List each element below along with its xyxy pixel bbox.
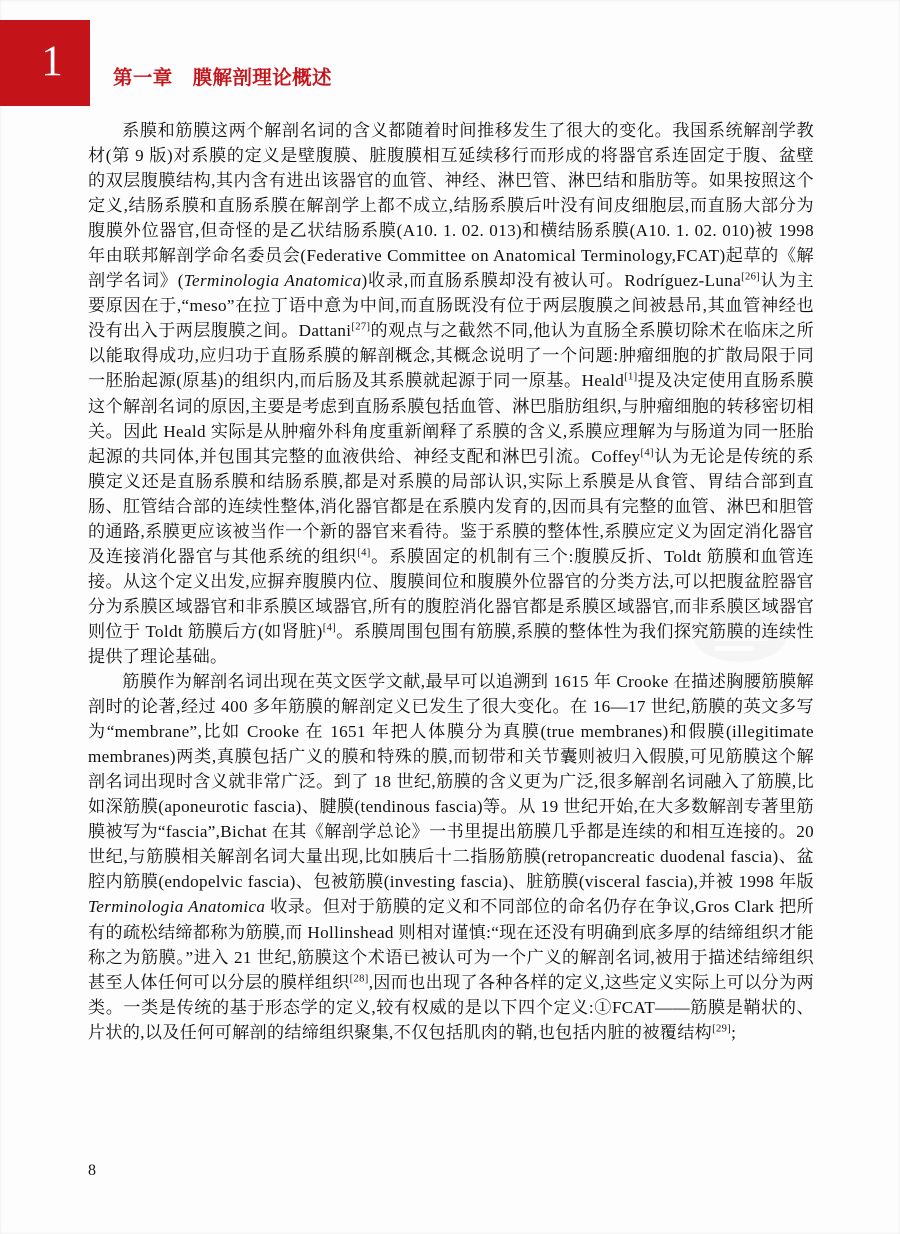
reference-marker: [29] — [712, 1023, 732, 1034]
chapter-number: 1 — [41, 37, 63, 85]
chapter-running-head — [0, 20, 900, 106]
chapter-number-badge — [0, 20, 90, 106]
page-number: 8 — [88, 1162, 96, 1179]
reference-marker: [28] — [349, 972, 369, 984]
latin-term: Terminologia Anatomica — [88, 897, 266, 917]
paragraph: 筋膜作为解剖名词出现在英文医学文献,最早可以追溯到 1615 年 Crooke 在描述胸腰筋膜解剖时的论著,经过 400 多年筋膜的解剖定义已发生了很大变化。在 16—17 世纪,筋膜的英文多写为“membrane”,比如 Crooke 在 1651 年把人体膜分为真膜(true membranes)和假膜(illegitimate membranes)两类,真膜包括广义的膜和特殊的膜,而韧带和关节囊则被归入假膜,可见筋膜这个解剖名词出现时含义就非常广泛。到了 18 世纪,筋膜的含义更为广泛,很多解剖名词融入了筋膜,比如深筋膜(aponeurotic fascia)、腱膜(tendinous fascia)等。从 19 世纪开始,在大多数解剖专著里筋膜被写为“fascia”,Bichat 在其《解剖学总论》一书里提出筋膜几乎都是连续的和相互连接的。20 世纪,与筋膜相关解剖名词大量出现,比如胰后十二指肠筋膜(retropancreatic duodenal fascia)、盆腔内筋膜(endopelvic fascia)、包被筋膜(investing fascia)、脏筋膜(visceral fascia),并被 1998 年版 Terminologia Anatomica 收录。但对于筋膜的定义和不同部位的命名仍存在争议,Gros Clark 把所有的疏松结缔都称为筋膜,而 Hollinshead 则相对谨慎:“现在还没有明确到底多厚的结缔组织才能称之为筋膜。”进入 21 世纪,筋膜这个术语已被认可为一个广义的解剖名词,被用于描述结缔组织甚至人体任何可以分层的膜样组织[28],因而也出现了各种各样的定义,这些定义实际上可以分为两类。一类是传统的基于形态学的定义,较有权威的是以下四个定义:①FCAT——筋膜是鞘状的、片状的,以及任何可解剖的结缔组织聚集,不仅包括肌肉的鞘,也包括内脏的被覆结构[29]; — [88, 672, 814, 1042]
reference-marker: [4] — [357, 547, 371, 559]
reference-marker: [26] — [741, 271, 761, 283]
body-text-column — [88, 118, 814, 1045]
reference-marker: [4] — [322, 622, 337, 634]
chapter-title: 第一章 膜解剖理论概述 — [113, 66, 332, 89]
reference-marker: [27] — [351, 321, 371, 333]
reference-marker: [1] — [624, 371, 638, 383]
latin-term: Terminologia Anatomica — [183, 271, 362, 291]
paragraph: 系膜和筋膜这两个解剖名词的含义都随着时间推移发生了很大的变化。我国系统解剖学教材(第 9 版)对系膜的定义是壁腹膜、脏腹膜相互延续移行而形成的将器官系连固定于腹、盆壁的双层腹膜结构,其内含有进出该器官的血管、神经、淋巴管、淋巴结和脂肪等。如果按照这个定义,结肠系膜和直肠系膜在解剖学上都不成立,结肠系膜后叶没有间皮细胞层,而直肠大部分为腹膜外位器官,但奇怪的是乙状结肠系膜(A10. 1. 02. 013)和横结肠系膜(A10. 1. 02. 010)被 1998 年由联邦解剖学命名委员会(Federative Committee on Anatomical Terminology,FCAT)起草的《解剖学名词》(Terminologia Anatomica)收录,而直肠系膜却没有被认可。Rodríguez-Luna[26]认为主要原因在于,“meso”在拉丁语中意为中间,而直肠既没有位于两层腹膜之间被悬吊,其血管神经也没有出入于两层腹膜之间。Dattani[27]的观点与之截然不同,他认为直肠全系膜切除术在临床之所以能取得成功,应归功于直肠系膜的解剖概念,其概念说明了一个问题:肿瘤细胞的扩散局限于同一胚胎起源(原基)的组织内,而后肠及其系膜就起源于同一原基。Heald[1]提及决定使用直肠系膜这个解剖名词的原因,主要是考虑到直肠系膜包括血管、淋巴脂肪组织,与肿瘤细胞的转移密切相关。因此 Heald 实际是从肿瘤外科角度重新阐释了系膜的含义,系膜应理解为与肠道为同一胚胎起源的共同体,并包围其完整的血液供给、神经支配和淋巴引流。Coffey[4]认为无论是传统的系膜定义还是直肠系膜和结肠系膜,都是对系膜的局部认识,实际上系膜是从食管、胃结合部到直肠、肛管结合部的连续性整体,消化器官都是在系膜内发育的,因而具有完整的血管、淋巴和胆管的通路,系膜更应该被当作一个新的器官来看待。鉴于系膜的整体性,系膜应定义为固定消化器官及连接消化器官与其他系统的组织[4]。系膜固定的机制有三个:腹膜反折、Toldt 筋膜和血管连接。从这个定义出发,应摒弃腹膜内位、腹膜间位和腹膜外位器官的分类方法,可以把腹盆腔器官分为系膜区域器官和非系膜区域器官,所有的腹腔消化器官都是系膜区域器官,而非系膜区域器官则位于 Toldt 筋膜后方(如肾脏)[4]。系膜周围包围有筋膜,系膜的整体性为我们探究筋膜的连续性提供了理论基础。 — [88, 121, 815, 666]
reference-marker: [4] — [640, 446, 654, 458]
